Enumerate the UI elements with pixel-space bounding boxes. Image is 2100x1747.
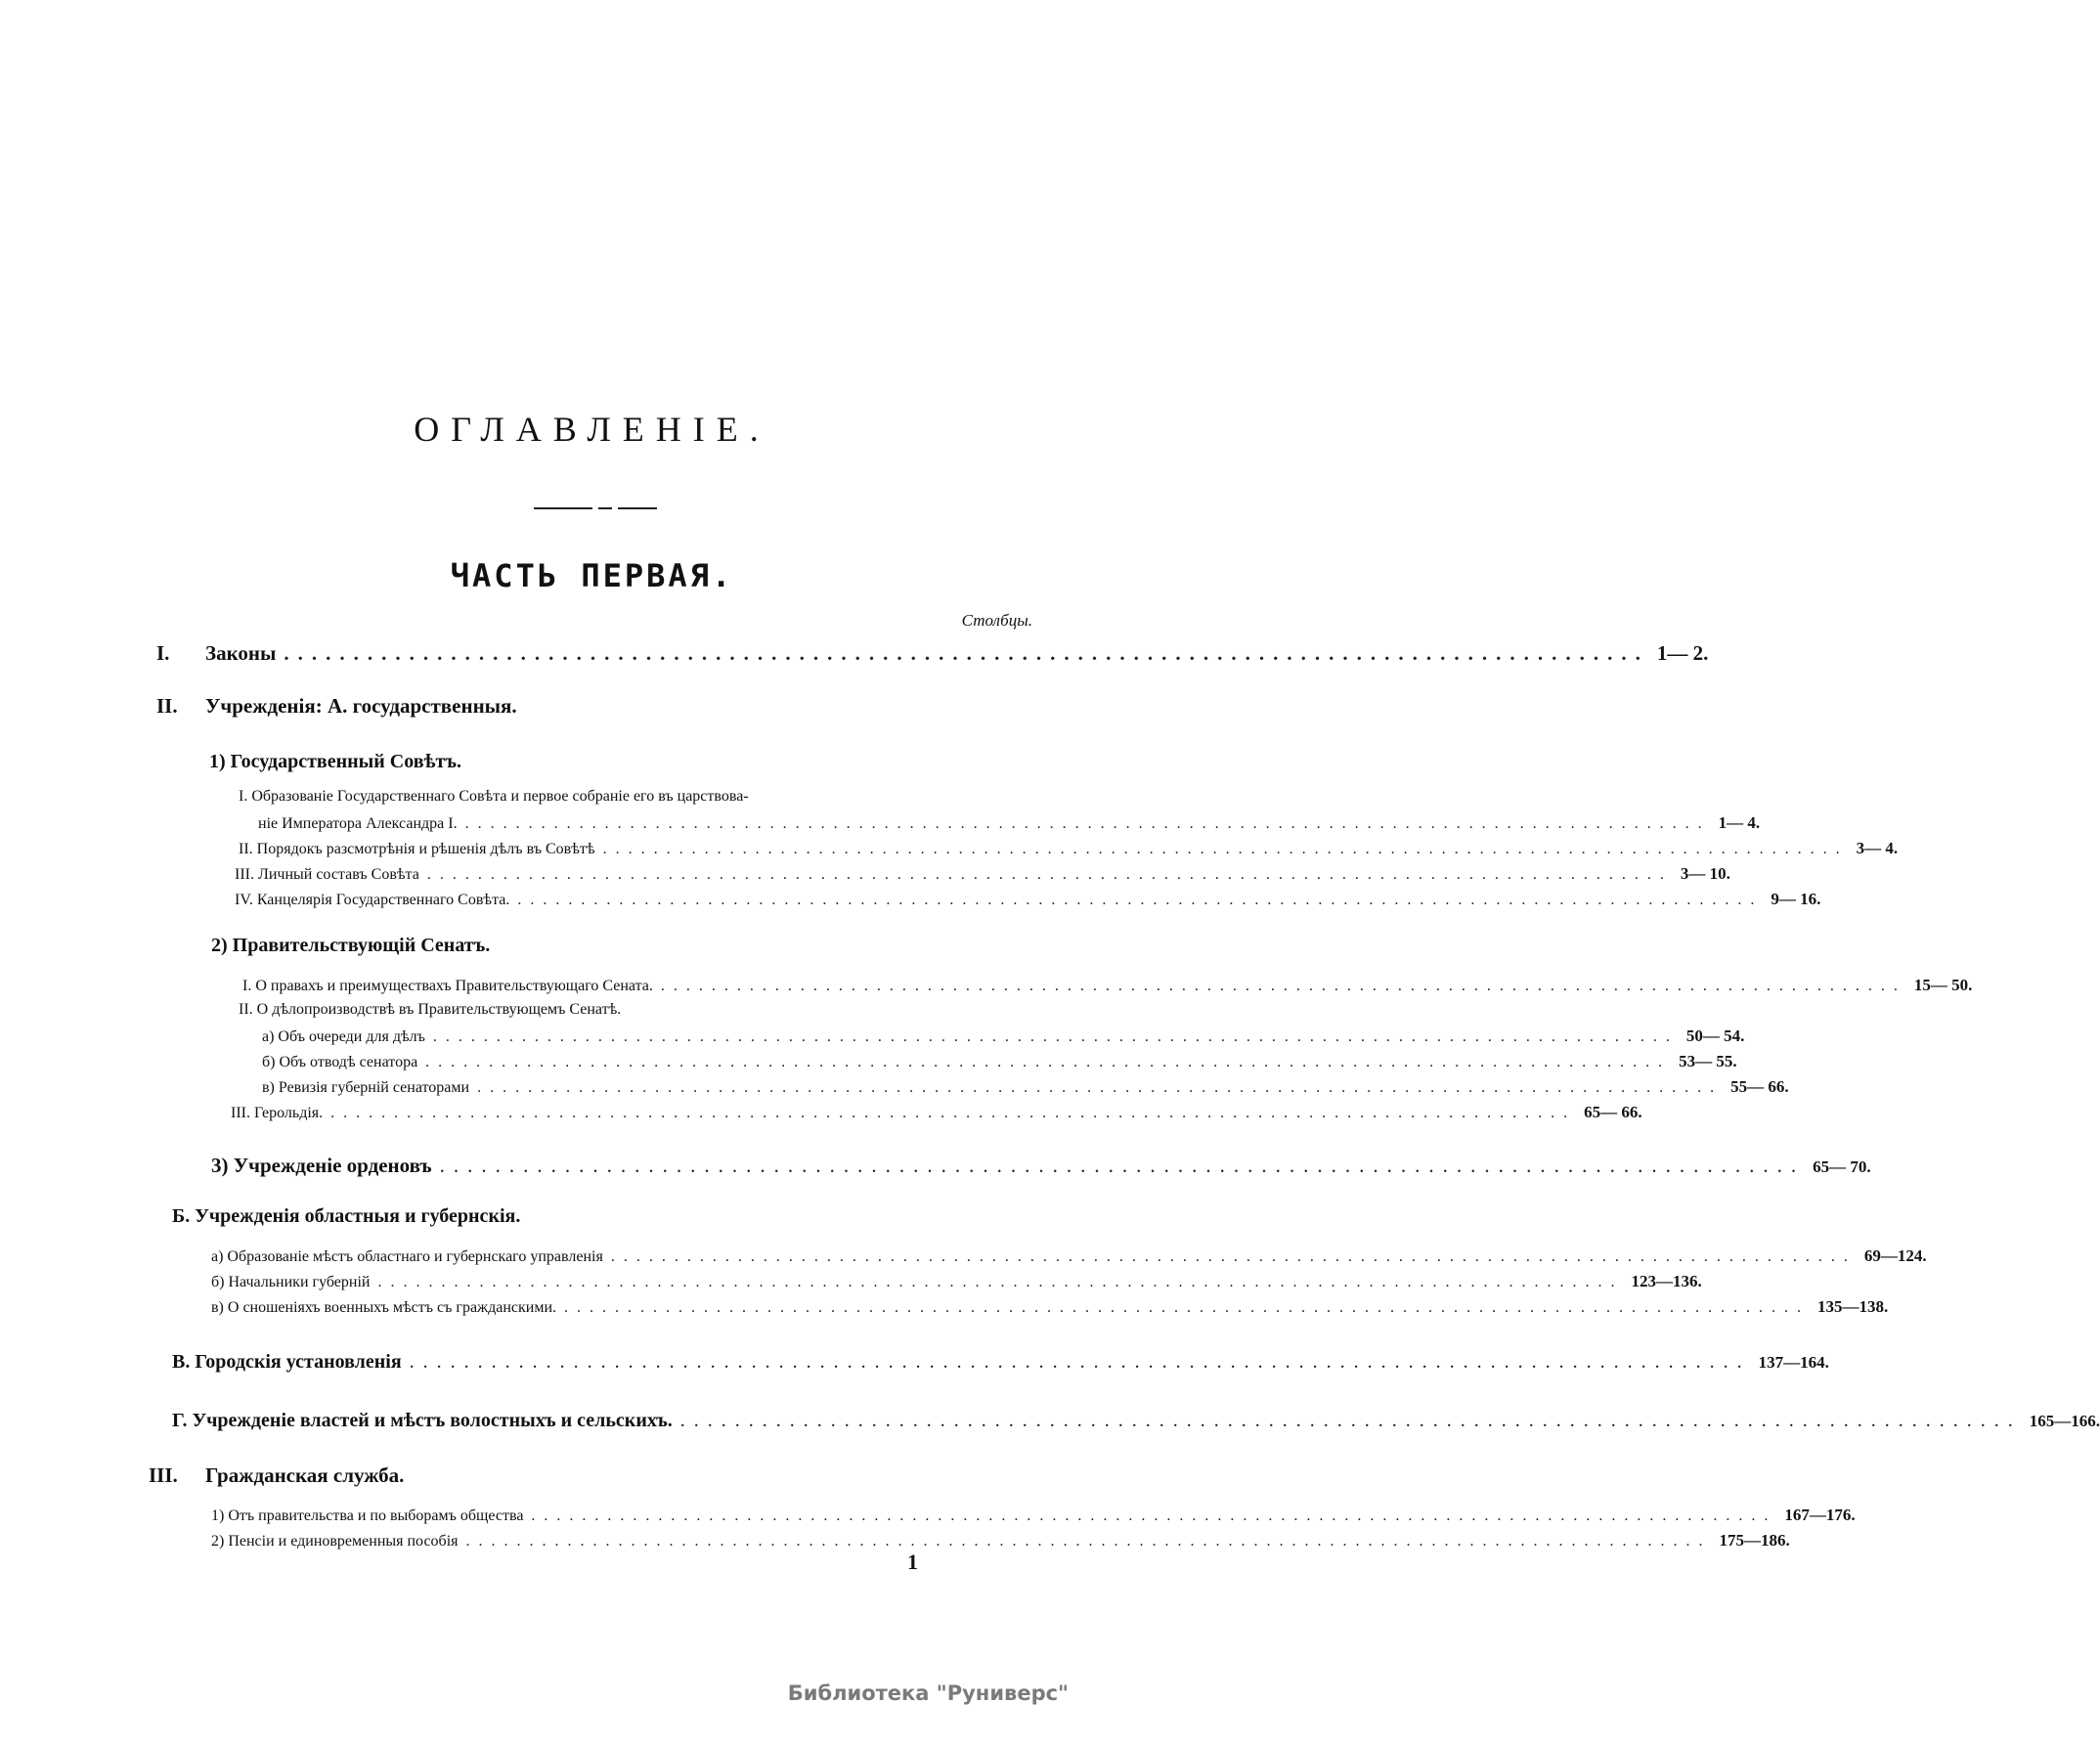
entry-pages: 3— 10. — [1680, 864, 1730, 883]
column-header: Столбцы. — [961, 611, 1032, 630]
toc-entry — [239, 788, 1032, 813]
section-number: III. — [149, 1463, 178, 1487]
entry-pages: 137—164. — [1758, 1353, 1829, 1372]
entry-label: 1) Государственный Совѣтъ. — [209, 751, 462, 772]
leader-dots: .................................................................................................. — [330, 1105, 1577, 1121]
entry-label: I. О правахъ и преимуществахъ Правительствующаго Сената. — [242, 978, 653, 994]
entry-label: Б. Учрежденія областныя и губернскія. — [172, 1205, 521, 1227]
entry-label: II. Порядокъ разсмотрѣнія и рѣшенія дѣлъ въ Совѣтѣ — [239, 841, 595, 857]
entry-label: в) Ревизія губерній сенаторами — [262, 1079, 470, 1096]
entry-label: 2) Пенсіи и единовременныя пособія — [211, 1533, 459, 1550]
leader-dots: .................................................................................................. — [439, 1154, 1806, 1177]
toc-subheading-state-council — [209, 751, 461, 776]
toc-entry — [211, 1531, 1790, 1556]
toc-entry — [242, 976, 1973, 1001]
entry-pages: 65— 70. — [1813, 1157, 1871, 1176]
entry-pages: 135—138. — [1817, 1297, 1889, 1316]
leader-dots: .................................................................................................. — [679, 1410, 2022, 1431]
toc-entry — [211, 1506, 1856, 1531]
leader-dots: .................................................................................................. — [564, 1299, 1811, 1316]
page-title: ОГЛАВЛЕНІЕ. — [414, 410, 770, 449]
toc-entry — [262, 1077, 1789, 1103]
entry-label: IV. Канцелярія Государственнаго Совѣта. — [235, 892, 510, 908]
entry-label: а) Объ очереди для дѣлъ — [262, 1028, 425, 1045]
entry-label: I. Образованіе Государственнаго Совѣта и первое собраніе его въ царствова- — [239, 788, 749, 805]
title-rule-mid — [598, 507, 612, 509]
entry-pages: 1— 2. — [1656, 641, 1709, 665]
toc-entry — [262, 1026, 1745, 1052]
entry-label: 1) Отъ правительства и по выборамъ общества — [211, 1507, 524, 1524]
toc-entry — [258, 813, 1761, 839]
entry-label: а) Образованіе мѣстъ областнаго и губернскаго управленія — [211, 1248, 603, 1265]
toc-entry-civil-service — [149, 1463, 404, 1489]
leader-dots: .................................................................................................. — [602, 841, 1849, 857]
entry-label: Гражданская служба. — [205, 1463, 405, 1487]
library-watermark: Библиотека "Руниверс" — [787, 1681, 1069, 1705]
entry-label: ніе Императора Александра I. — [258, 815, 458, 832]
toc-subheading-senate — [211, 935, 490, 960]
leader-dots: .................................................................................................. — [517, 892, 1764, 908]
toc-entry — [211, 1272, 1702, 1297]
leader-dots: .................................................................................................. — [284, 641, 1649, 665]
toc-entry-city — [172, 1351, 1829, 1376]
toc-entry — [211, 1297, 1889, 1323]
entry-pages: 53— 55. — [1679, 1052, 1737, 1070]
leader-dots: .................................................................................................. — [426, 866, 1673, 883]
entry-pages: 3— 4. — [1856, 839, 1899, 857]
entry-label: 3) Учрежденіе орденовъ — [211, 1154, 432, 1177]
leader-dots: .................................................................................................. — [477, 1079, 1724, 1096]
entry-pages: 167—176. — [1784, 1506, 1856, 1524]
entry-label: III. Герольдія. — [231, 1105, 324, 1121]
entry-pages: 15— 50. — [1913, 976, 1973, 994]
entry-pages: 65— 66. — [1584, 1103, 1642, 1121]
leader-dots: .................................................................................................. — [377, 1274, 1624, 1290]
toc-entry — [239, 839, 1899, 864]
toc-entry — [239, 1001, 1032, 1026]
title-rule-left — [534, 507, 592, 509]
entry-pages: 175—186. — [1719, 1531, 1790, 1550]
toc-entry-orders — [211, 1154, 1871, 1179]
entry-pages: 50— 54. — [1685, 1026, 1745, 1045]
entry-pages: 55— 66. — [1730, 1077, 1789, 1096]
entry-label: Законы — [205, 641, 277, 665]
page-number: 1 — [907, 1550, 918, 1574]
leader-dots: .................................................................................................. — [432, 1028, 1679, 1045]
entry-pages: 165—166. — [2029, 1412, 2100, 1430]
section-number: I. — [156, 641, 170, 665]
entry-label: III. Личный составъ Совѣта — [235, 866, 419, 883]
entry-pages: 9— 16. — [1771, 890, 1821, 908]
toc-entry-institutions — [156, 694, 1032, 720]
toc-entry — [231, 1103, 1642, 1128]
title-rule-right — [618, 507, 657, 509]
toc-entry — [235, 864, 1730, 890]
toc-entry — [211, 1246, 1927, 1272]
leader-dots: .................................................................................................. — [425, 1054, 1672, 1070]
entry-label: б) Объ отводѣ сенатора — [262, 1054, 418, 1070]
entry-label: 2) Правительствующій Сенатъ. — [211, 935, 491, 956]
part-heading: ЧАСТЬ ПЕРВАЯ. — [450, 557, 734, 594]
leader-dots: .................................................................................................. — [464, 815, 1711, 832]
entry-pages: 1— 4. — [1718, 813, 1761, 832]
entry-label: Г. Учрежденіе властей и мѣстъ волостныхъ и сельскихъ. — [172, 1410, 673, 1431]
leader-dots: .................................................................................................. — [465, 1533, 1712, 1550]
entry-label: В. Городскія установленія — [172, 1351, 402, 1373]
toc-entry — [235, 890, 1821, 915]
toc-entry-laws — [156, 641, 1709, 667]
entry-label: II. О дѣлопроизводствѣ въ Правительствующемъ Сенатѣ. — [239, 1001, 622, 1018]
toc-entry-rural — [172, 1410, 2100, 1435]
entry-pages: 69—124. — [1863, 1246, 1927, 1265]
entry-label: Учрежденія: А. государственныя. — [205, 694, 517, 718]
toc-subheading-regional — [172, 1205, 520, 1231]
leader-dots: .................................................................................................. — [660, 978, 1906, 994]
entry-pages: 123—136. — [1631, 1272, 1702, 1290]
leader-dots: .................................................................................................. — [610, 1248, 1857, 1265]
entry-label: в) О сношеніяхъ военныхъ мѣстъ съ гражданскими. — [211, 1299, 557, 1316]
entry-label: б) Начальники губерній — [211, 1274, 371, 1290]
toc-entry — [262, 1052, 1737, 1077]
leader-dots: .................................................................................................. — [409, 1351, 1751, 1373]
section-number: II. — [156, 694, 178, 718]
leader-dots: .................................................................................................. — [531, 1507, 1777, 1524]
